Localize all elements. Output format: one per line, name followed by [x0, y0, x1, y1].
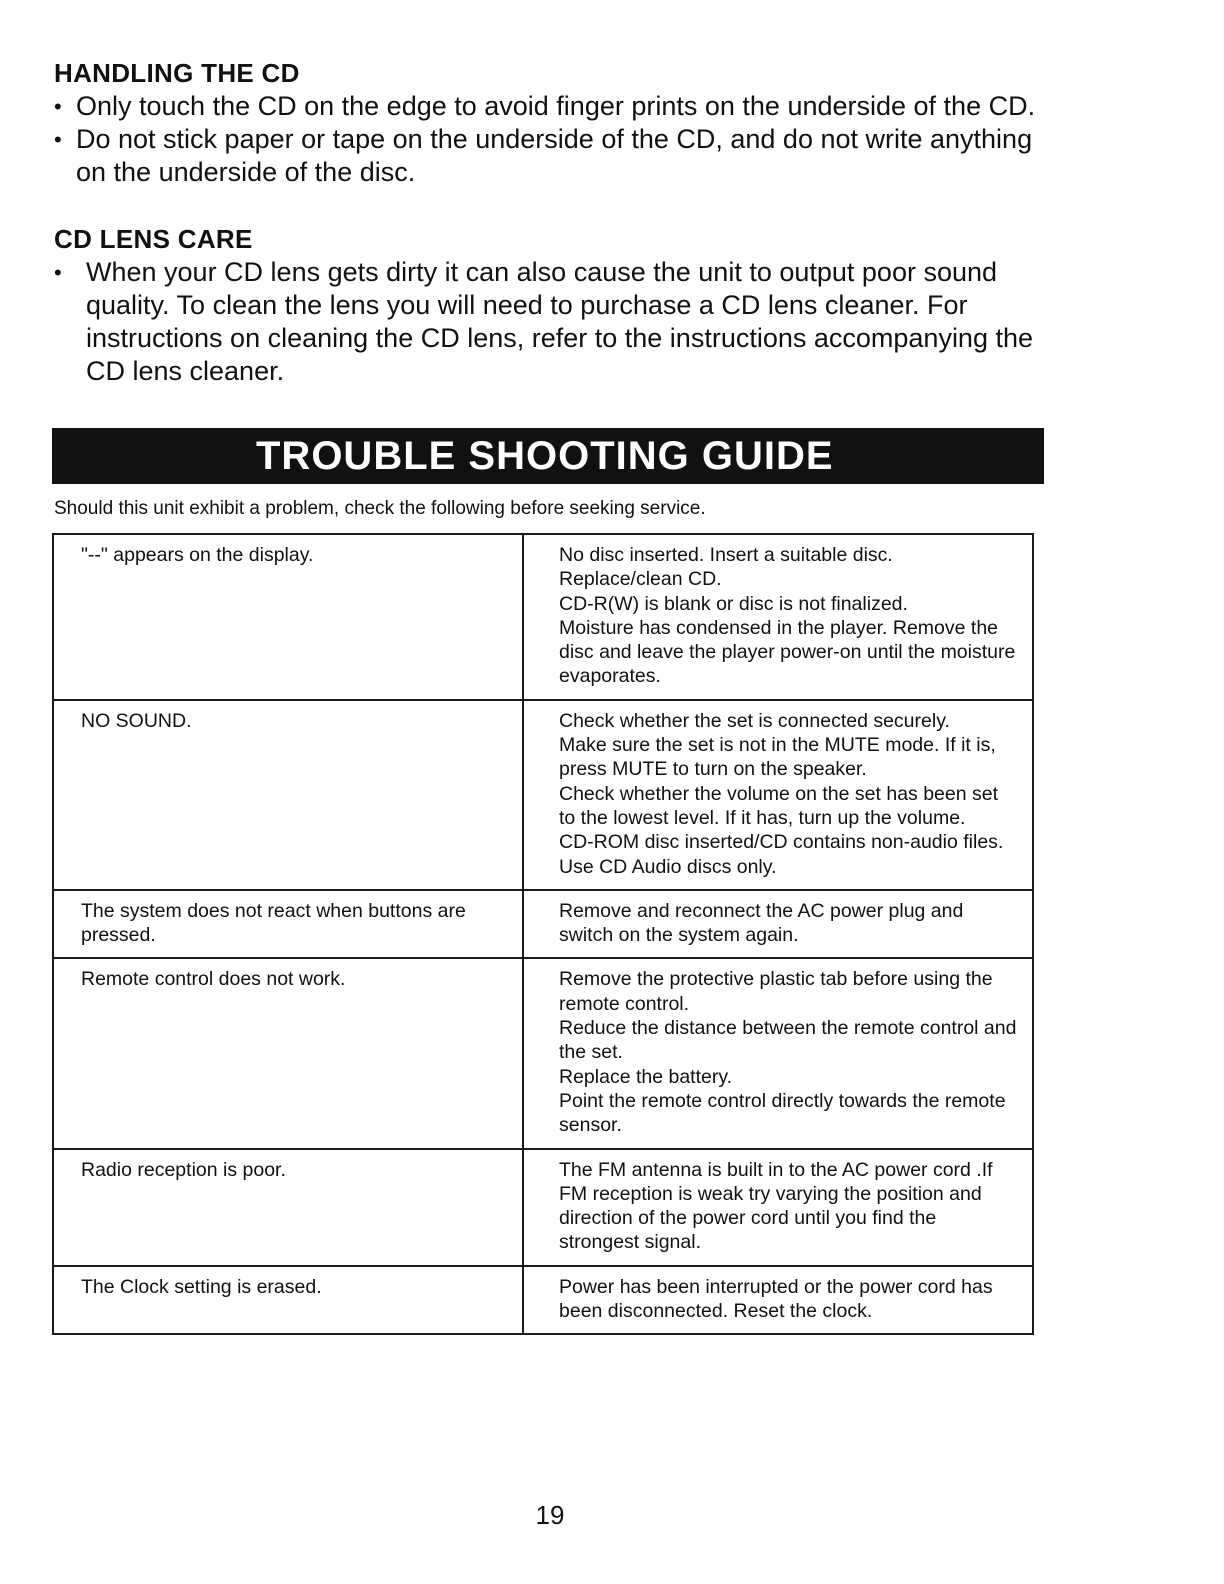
table-row — [53, 890, 1033, 959]
problem-cell: The Clock setting is erased. — [53, 1266, 523, 1335]
table-row — [53, 1266, 1033, 1335]
table-row — [53, 1149, 1033, 1266]
page-number: 19 — [535, 1500, 565, 1530]
solution-line: Power has been interrupted or the power cord has been disconnected. Reset the clock. — [559, 1275, 993, 1323]
lens-care-bullet-text: When your CD lens gets dirty it can also cause the unit to output poor sound quality. To clean the lens you will need to purchase a CD lens cleaner. For instructions on cleaning the CD lens, refer to the instructions accompanying the CD lens cleaner. — [86, 257, 1034, 386]
handling-bullet — [54, 123, 1054, 189]
solution-line: No disc inserted. Insert a suitable disc. — [559, 544, 893, 566]
bullet-icon: • — [54, 94, 62, 119]
solution-line: The FM antenna is built in to the AC power cord .If FM reception is weak try varying the position and direction of the power cord until you find the strongest signal. — [559, 1158, 993, 1254]
handling-bullet-text: Only touch the CD on the edge to avoid finger prints on the underside of the CD. — [76, 91, 1036, 121]
problem-cell: The system does not react when buttons are pressed. — [53, 890, 523, 959]
solution-line: CD-R(W) is blank or disc is not finalized. — [559, 592, 908, 615]
solution-cell — [523, 890, 1033, 959]
solution-cell — [523, 958, 1033, 1148]
problem-cell: Radio reception is poor. — [53, 1149, 523, 1266]
solution-cell — [523, 1149, 1033, 1266]
solution-line: Remove and reconnect the AC power plug and switch on the system again. — [559, 899, 964, 947]
handling-section — [54, 58, 1054, 189]
problem-cell: NO SOUND. — [53, 700, 523, 890]
solution-line: CD-ROM disc inserted/CD contains non-audio files. Use CD Audio discs only. — [559, 831, 1004, 878]
handling-heading: HANDLING THE CD — [54, 58, 300, 88]
trouble-shooting-table — [52, 533, 1034, 1335]
guide-intro: Should this unit exhibit a problem, check the following before seeking service. — [54, 498, 706, 519]
solution-line: Replace/clean CD. — [559, 568, 722, 591]
lens-care-heading: CD LENS CARE — [54, 224, 253, 254]
table-row — [53, 700, 1033, 890]
solution-line: Remove the protective plastic tab before using the remote control. — [559, 968, 993, 1015]
solution-line: Check whether the set is connected securely. — [559, 709, 950, 732]
solution-cell — [523, 700, 1033, 890]
problem-cell: "--" appears on the display. — [53, 534, 523, 700]
solution-line: Replace the battery. — [559, 1065, 733, 1088]
lens-care-list — [54, 256, 1054, 388]
handling-bullet-text: Do not stick paper or tape on the underside of the CD, and do not write anything on the underside of the disc. — [76, 124, 1033, 187]
trouble-shooting-banner — [52, 428, 1044, 484]
solution-line: Reduce the distance between the remote control and the set. — [559, 1017, 1017, 1064]
solution-line: Check whether the volume on the set has been set to the lowest level. If it has, turn up the volume. — [559, 782, 999, 829]
bullet-icon: • — [54, 260, 62, 285]
table-row — [53, 958, 1033, 1148]
lens-care-bullet — [54, 256, 1054, 388]
solution-cell — [523, 1266, 1033, 1335]
solution-line: Make sure the set is not in the MUTE mode. If it is, press MUTE to turn on the speaker. — [559, 734, 996, 781]
handling-bullet — [54, 90, 1054, 123]
lens-care-section — [54, 224, 1054, 388]
table-row — [53, 534, 1033, 700]
solution-line: Moisture has condensed in the player. Remove the disc and leave the player power-on until the moisture evaporates. — [559, 616, 1016, 688]
handling-list — [54, 90, 1054, 189]
problem-cell: Remote control does not work. — [53, 958, 523, 1148]
solution-line: Point the remote control directly towards the remote sensor. — [559, 1089, 1006, 1137]
banner-title: TROUBLE SHOOTING GUIDE — [256, 434, 834, 478]
solution-cell — [523, 534, 1033, 700]
table-body — [53, 534, 1033, 1334]
bullet-icon: • — [54, 127, 62, 152]
